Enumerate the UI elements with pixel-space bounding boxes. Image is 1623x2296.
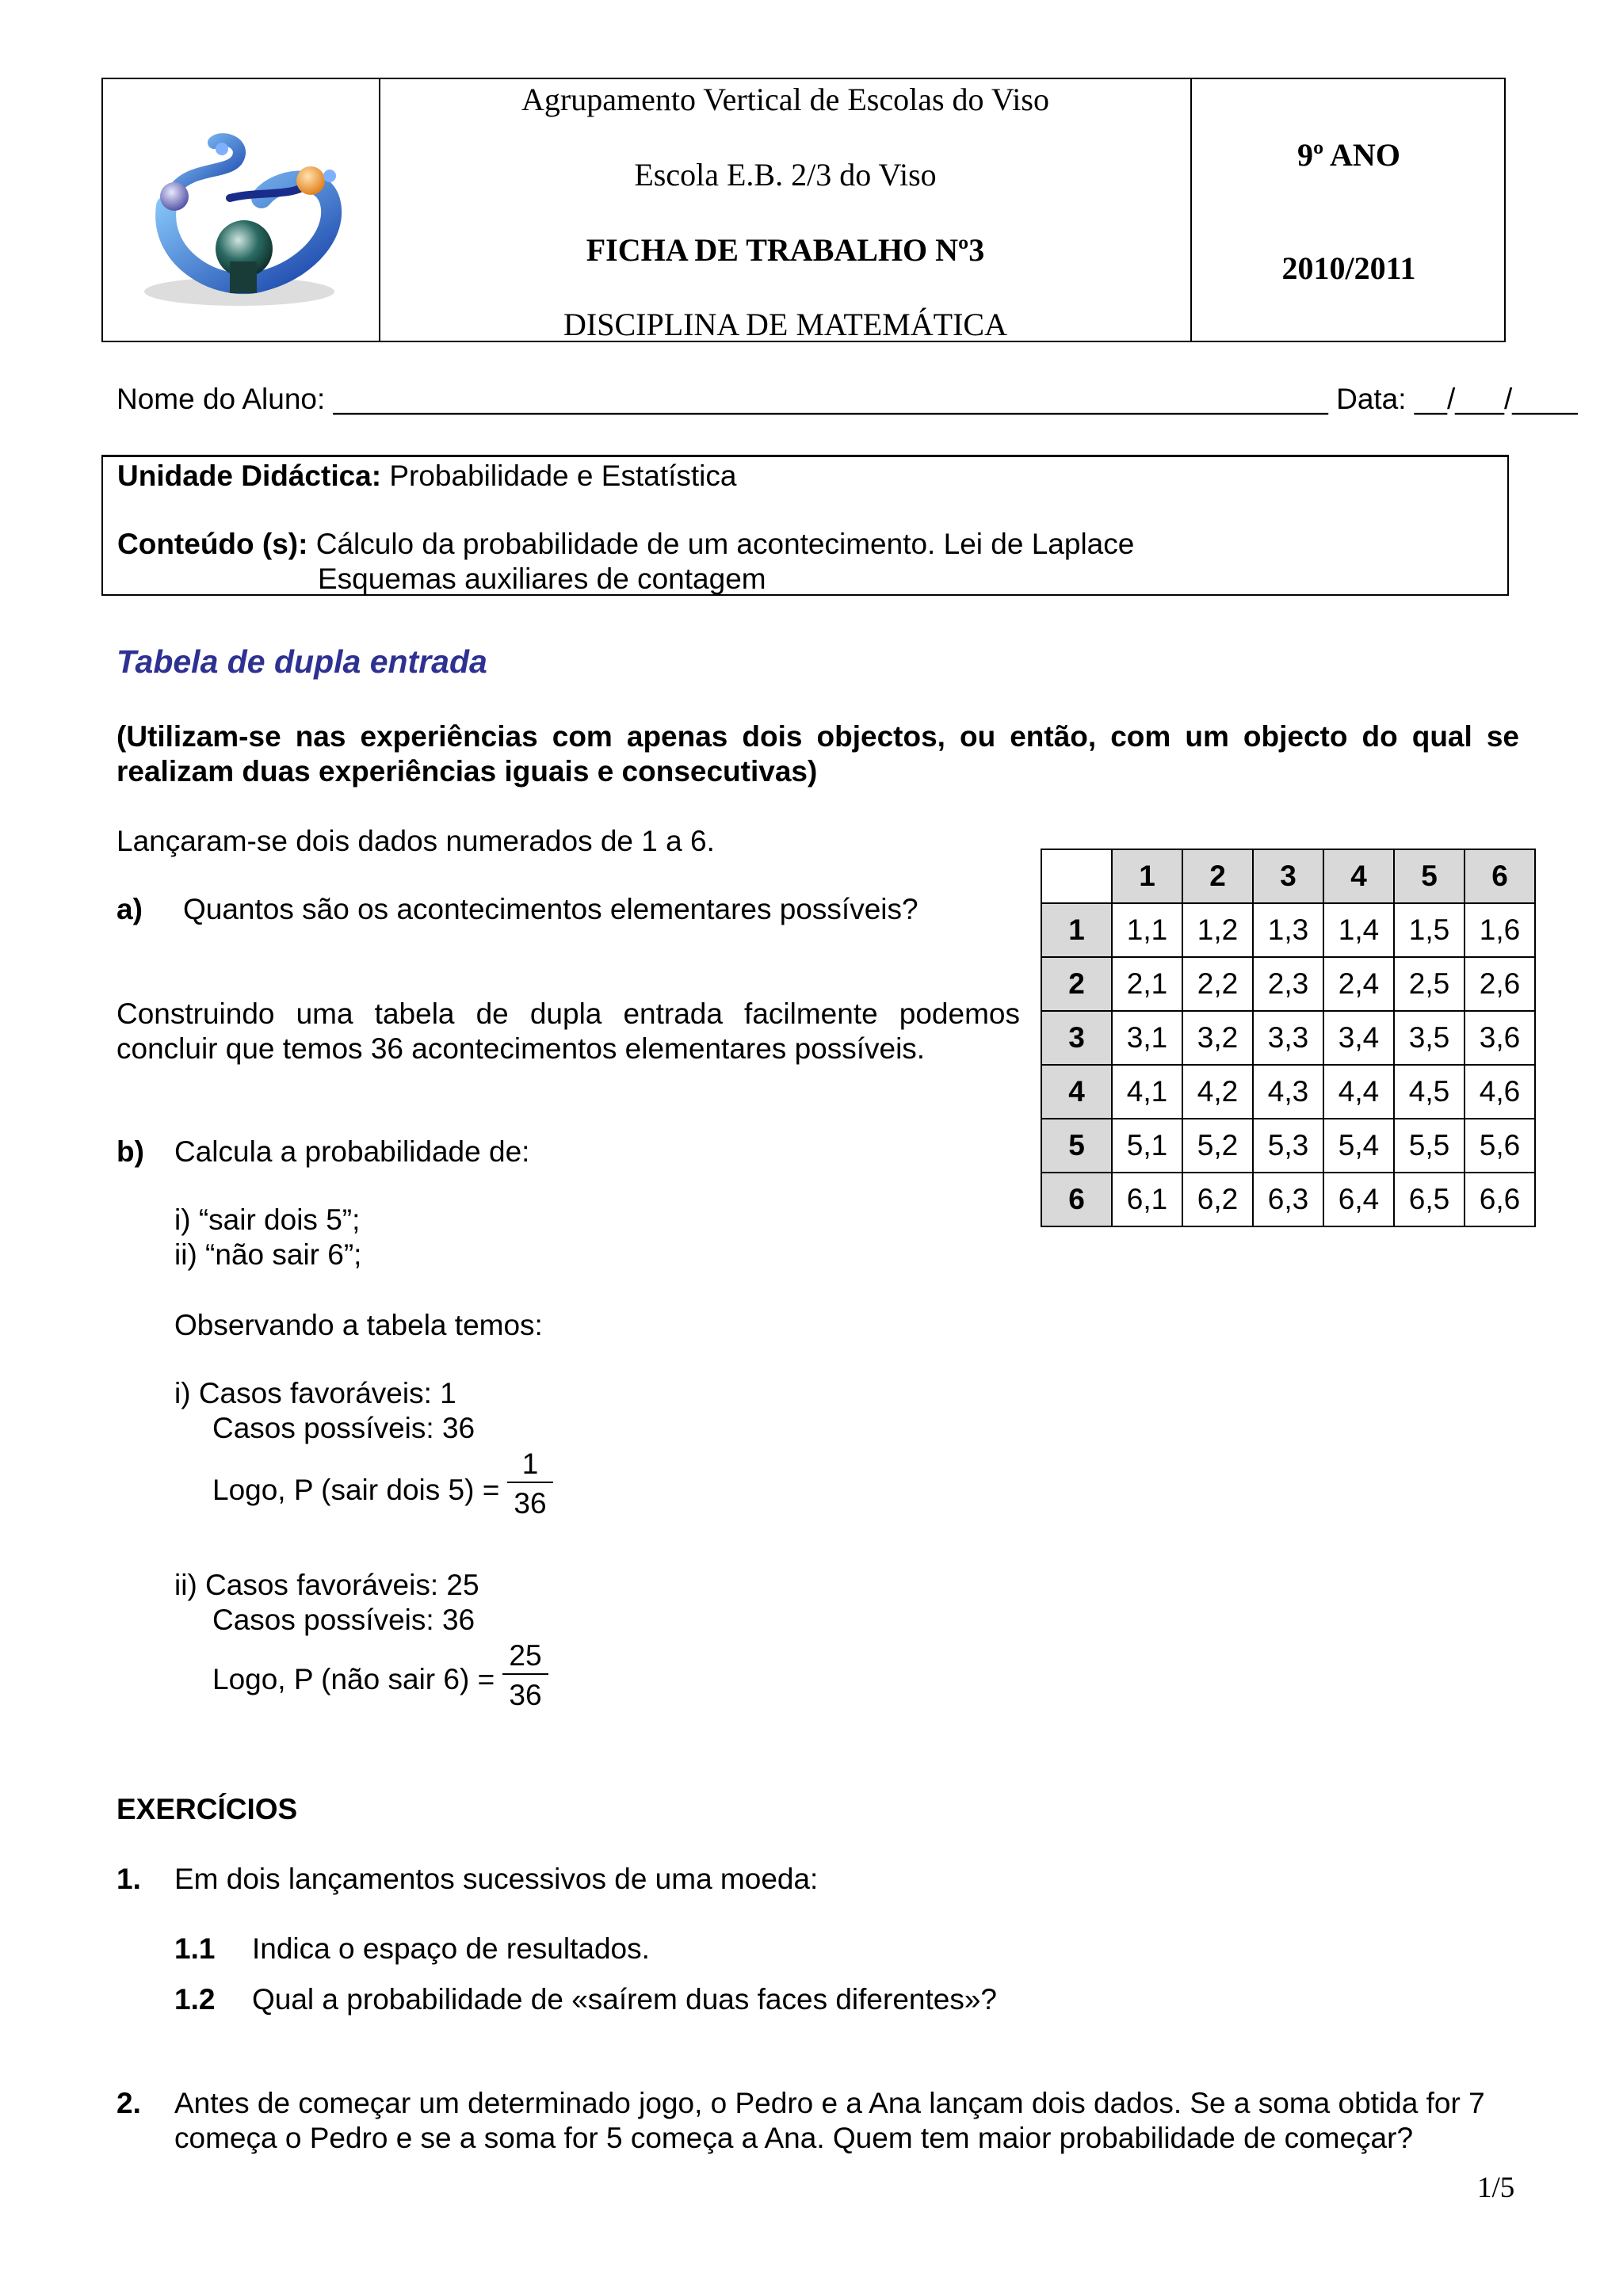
row-header: 4 bbox=[1041, 1065, 1112, 1119]
school-logo-icon bbox=[103, 79, 377, 341]
table-cell: 3,3 bbox=[1253, 1011, 1323, 1065]
ex11-number: 1.1 bbox=[174, 1932, 216, 1965]
i-favorable: i) Casos favoráveis: 1 bbox=[174, 1377, 456, 1409]
unit-label: Unidade Didáctica: bbox=[117, 460, 382, 492]
ii-possible: Casos possíveis: 36 bbox=[212, 1604, 475, 1636]
table-cell: 1,5 bbox=[1394, 903, 1465, 957]
table-cell: 2,6 bbox=[1465, 957, 1535, 1011]
table-cell: 6,4 bbox=[1323, 1173, 1394, 1226]
table-cell: 3,5 bbox=[1394, 1011, 1465, 1065]
ex1-number: 1. bbox=[116, 1863, 141, 1895]
table-cell: 5,1 bbox=[1112, 1119, 1182, 1173]
i-logo: Logo, P (sair dois 5) = bbox=[212, 1474, 500, 1506]
grade: 9º ANO bbox=[1297, 137, 1400, 173]
fraction-ii-numerator: 25 bbox=[509, 1639, 542, 1672]
table-cell: 1,3 bbox=[1253, 903, 1323, 957]
worksheet-title: FICHA DE TRABALHO Nº3 bbox=[586, 232, 985, 268]
discipline: DISCIPLINA DE MATEMÁTICA bbox=[563, 307, 1007, 342]
ex11-text: Indica o espaço de resultados. bbox=[252, 1932, 650, 1965]
ex2-line2: começa o Pedro e se a soma for 5 começa a Ana. Quem tem maior probabilidade de começar? bbox=[174, 2122, 1414, 2154]
unit-value: Probabilidade e Estatística bbox=[381, 460, 737, 492]
table-cell: 6,2 bbox=[1182, 1173, 1253, 1226]
table-cell: 5,5 bbox=[1394, 1119, 1465, 1173]
observe-text: Observando a tabela temos: bbox=[174, 1309, 543, 1341]
table-cell: 3,1 bbox=[1112, 1011, 1182, 1065]
table-row bbox=[1041, 1065, 1535, 1119]
table-cell: 5,2 bbox=[1182, 1119, 1253, 1173]
fraction-ii bbox=[502, 1638, 548, 1713]
table-cell: 6,6 bbox=[1465, 1173, 1535, 1226]
fraction-i-numerator: 1 bbox=[521, 1447, 539, 1480]
table-row bbox=[1041, 1119, 1535, 1173]
table-cell: 5,6 bbox=[1465, 1119, 1535, 1173]
grade-year-cell bbox=[1190, 79, 1506, 341]
name-label: Nome do Aluno: bbox=[116, 383, 334, 415]
date-label: Data: bbox=[1327, 383, 1415, 415]
fraction-ii-denominator: 36 bbox=[502, 1673, 548, 1713]
table-row bbox=[1041, 1011, 1535, 1065]
table-cell: 4,3 bbox=[1253, 1065, 1323, 1119]
qb-text: Calcula a probabilidade de: bbox=[174, 1135, 530, 1168]
item-bii: ii) “não sair 6”; bbox=[174, 1238, 362, 1271]
table-cell: 3,2 bbox=[1182, 1011, 1253, 1065]
ex2-number: 2. bbox=[116, 2087, 141, 2119]
table-cell: 4,1 bbox=[1112, 1065, 1182, 1119]
item-bi: i) “sair dois 5”; bbox=[174, 1203, 361, 1236]
ex12-number: 1.2 bbox=[174, 1983, 216, 2016]
table-corner bbox=[1041, 849, 1112, 903]
table-row bbox=[1041, 903, 1535, 957]
table-cell: 3,6 bbox=[1465, 1011, 1535, 1065]
qa-text: Quantos são os acontecimentos elementares possíveis? bbox=[183, 893, 918, 925]
table-cell: 2,1 bbox=[1112, 957, 1182, 1011]
section-title: Tabela de dupla entrada bbox=[116, 643, 487, 680]
section-note: (Utilizam-se nas experiências com apenas dois objectos, ou então, com um objecto do qual se realizam duas experiências iguais e consecutivas) bbox=[116, 720, 1519, 788]
row-header: 6 bbox=[1041, 1173, 1112, 1226]
unit-box bbox=[101, 455, 1509, 596]
school-group: Agrupamento Vertical de Escolas do Viso bbox=[521, 82, 1049, 117]
ex12-text: Qual a probabilidade de «saírem duas faces diferentes»? bbox=[252, 1983, 997, 2016]
content-line2: Esquemas auxiliares de contagem bbox=[318, 563, 766, 595]
answer-a: Construindo uma tabela de dupla entrada facilmente podemos concluir que temos 36 acontecimentos elementares possíveis. bbox=[116, 997, 1020, 1065]
school-year: 2010/2011 bbox=[1281, 250, 1416, 286]
table-cell: 2,5 bbox=[1394, 957, 1465, 1011]
table-cell: 1,1 bbox=[1112, 903, 1182, 957]
table-cell: 3,4 bbox=[1323, 1011, 1394, 1065]
student-line bbox=[116, 382, 1578, 417]
col-header: 2 bbox=[1182, 849, 1253, 903]
table-cell: 4,4 bbox=[1323, 1065, 1394, 1119]
content-line1: Cálculo da probabilidade de um acontecimento. Lei de Laplace bbox=[307, 528, 1135, 560]
table-cell: 1,6 bbox=[1465, 903, 1535, 957]
col-header: 5 bbox=[1394, 849, 1465, 903]
table-cell: 1,2 bbox=[1182, 903, 1253, 957]
col-header: 6 bbox=[1465, 849, 1535, 903]
row-header: 2 bbox=[1041, 957, 1112, 1011]
school-name: Escola E.B. 2/3 do Viso bbox=[634, 157, 937, 193]
ex1-text: Em dois lançamentos sucessivos de uma moeda: bbox=[174, 1863, 819, 1895]
table-header-row bbox=[1041, 849, 1535, 903]
row-header: 3 bbox=[1041, 1011, 1112, 1065]
col-header: 3 bbox=[1253, 849, 1323, 903]
i-possible: Casos possíveis: 36 bbox=[212, 1412, 475, 1444]
table-row bbox=[1041, 1173, 1535, 1226]
page-number: 1/5 bbox=[1477, 2172, 1515, 2204]
table-cell: 1,4 bbox=[1323, 903, 1394, 957]
table-cell: 6,5 bbox=[1394, 1173, 1465, 1226]
ex2-line1: Antes de começar um determinado jogo, o Pedro e a Ana lançam dois dados. Se a soma obtida for 7 bbox=[174, 2087, 1485, 2119]
table-cell: 6,1 bbox=[1112, 1173, 1182, 1226]
logo-cell bbox=[103, 79, 380, 341]
table-row bbox=[1041, 957, 1535, 1011]
row-header: 1 bbox=[1041, 903, 1112, 957]
table-cell: 6,3 bbox=[1253, 1173, 1323, 1226]
table-cell: 4,6 bbox=[1465, 1065, 1535, 1119]
date-blank[interactable]: __/___/____ bbox=[1414, 383, 1578, 415]
row-header: 5 bbox=[1041, 1119, 1112, 1173]
table-cell: 2,3 bbox=[1253, 957, 1323, 1011]
table-cell: 5,3 bbox=[1253, 1119, 1323, 1173]
fraction-i bbox=[507, 1447, 553, 1521]
table-cell: 4,2 bbox=[1182, 1065, 1253, 1119]
exercises-title: EXERCÍCIOS bbox=[116, 1793, 298, 1825]
table-cell: 5,4 bbox=[1323, 1119, 1394, 1173]
qb-label: b) bbox=[116, 1135, 144, 1168]
col-header: 4 bbox=[1323, 849, 1394, 903]
header-box bbox=[101, 78, 1506, 342]
table-cell: 2,4 bbox=[1323, 957, 1394, 1011]
ii-logo: Logo, P (não sair 6) = bbox=[212, 1663, 495, 1695]
name-blank[interactable]: _____________________________________________________________ bbox=[333, 383, 1328, 415]
dice-outcome-table bbox=[1041, 849, 1536, 1227]
qa-label: a) bbox=[116, 893, 143, 925]
intro: Lançaram-se dois dados numerados de 1 a 6. bbox=[116, 825, 715, 857]
ii-favorable: ii) Casos favoráveis: 25 bbox=[174, 1569, 479, 1601]
table-cell: 2,2 bbox=[1182, 957, 1253, 1011]
table-cell: 4,5 bbox=[1394, 1065, 1465, 1119]
content-label: Conteúdo (s): bbox=[117, 528, 308, 560]
col-header: 1 bbox=[1112, 849, 1182, 903]
fraction-i-denominator: 36 bbox=[507, 1482, 553, 1521]
